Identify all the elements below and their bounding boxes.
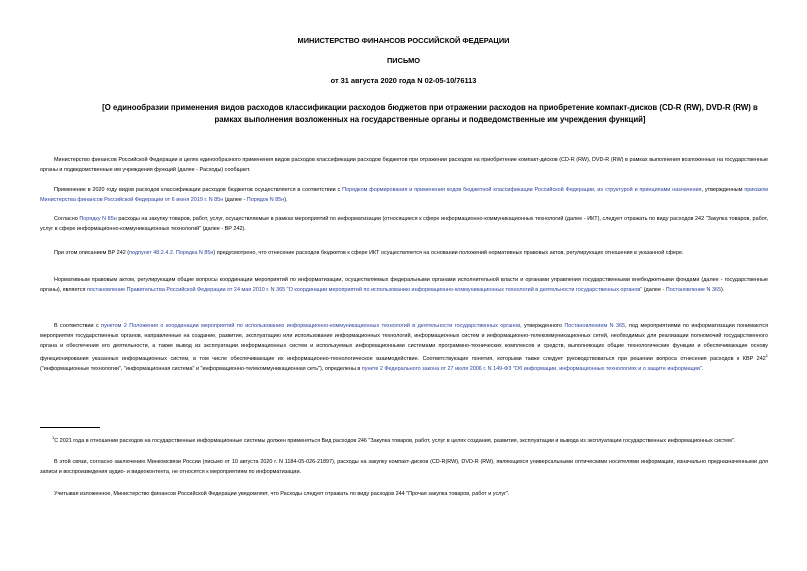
link-podpunkt-48[interactable]: подпункт 48.2.4.2. Порядка N 85н (129, 250, 214, 256)
footnote-text: С 2021 года в отношении расходов на государственные информационные системы должен применяться Вид расходов 246 "Закупка товаров, работ, услуг в целях создания, развития, эксплуатации и вывода из эксплуатации государственных информационных систем". (54, 437, 736, 444)
text: (далее - (223, 197, 247, 203)
link-poryadok-85n[interactable]: Порядку N 85н (79, 216, 117, 222)
text: ). (284, 197, 288, 203)
link-149-fz[interactable]: пункте 2 Федерального закона от 27 июля 2006 г. N 149-ФЗ "Об информации, информационных технологиях и о защите информации" (361, 365, 702, 372)
text: Применение в 2020 году видов расходов классификации расходов бюджетов осуществляется в соответствии с (54, 187, 343, 193)
link-punkt-2-polozheniya[interactable]: пунктом 2 Положения о координации мероприятий по использованию информационно-коммуникационных технологий в деятельности государственных органов (101, 323, 521, 329)
text: , под мероприятиями по информатизации понимаются мероприятия государственных органов, направленные на создание, развитие, эксплуатацию или использование информационных технологий, информационных систем и информационно-телекоммуникационных сетей, необходимых для реализации полномочий государственного органа и обеспечения его деятельности, а также вывод из эксплуатации информационных систем и используемых информационными системами программно-технических комплексов и средств, выполняющих общие технологические функции и обеспечивающие основу функционирования указанных информационных систем, в том числе обеспечивающие их информационно-технологическое взаимодействие. Соответствующие понятия, которыми также следует руководствоваться при решении вопроса отнесения расходов к КВР 242 (40, 323, 769, 362)
footnote (40, 433, 768, 446)
footnote-divider (40, 427, 100, 428)
paragraph-2 (40, 185, 768, 205)
footnote-marker: 1 (765, 353, 768, 358)
ministry-title: МИНИСТЕРСТВО ФИНАНСОВ РОССИЙСКОЙ ФЕДЕРАЦИИ (297, 36, 510, 45)
text: ). (720, 287, 725, 293)
text: расходы на закупку товаров, работ, услуг, осуществляемые в рамках мероприятий по информатизации (относящиеся к сфере информационно-коммуникационных технологий (далее - ИКТ), следует отражать по виду расходов 242 "Закупка товаров, работ, услуг в сфере информационно-коммуникационных технологий" (далее - ВР 242). (40, 216, 769, 232)
link-prikaz-85n[interactable]: приказом Министерства финансов Российской Федерации от 6 июня 2019 г. N 85н (40, 187, 768, 203)
paragraph-5 (40, 275, 768, 295)
link-postanovlenie-365[interactable]: Постановлением N 365 (564, 323, 626, 329)
text: При этом описанием ВР 242 ( (54, 250, 130, 256)
link-poryadok-kbk[interactable]: Порядком формирования и применения кодов бюджетной классификации Российской Федерации, их структурой и принципами назначения (342, 187, 702, 193)
text: (далее - (642, 287, 666, 293)
link-postanovlenie-365-short[interactable]: Постановление N 365 (665, 287, 721, 293)
paragraph-8: Учитывая изложенное, Министерство финансов Российской Федерации уведомляет, что Расходы следует отражать по виду расходов 244 "Прочая закупка товаров, работ и услуг". (54, 491, 510, 497)
paragraph-3 (40, 214, 768, 234)
footnote-marker: 1 (52, 435, 55, 440)
link-postanovlenie-365[interactable]: постановление Правительства Российской Федерации от 24 мая 2010 г. N 365 "О координации мероприятий по использованию информационно-коммуникационных технологий в деятельности государственных органов" (86, 287, 643, 293)
link-poryadok-85n[interactable]: Порядок N 85н (246, 197, 285, 203)
text: Согласно (54, 216, 80, 222)
paragraph-1: Министерство финансов Российской Федерации в целях единообразного применения видов расходов классификации расходов бюджетов при отражении расходов на приобретение компакт-дисков (CD-R (RW), DVD-R (RW) в рамках выполнения возложенных на государственные органы и подведомственные им учреждения функций (далее - Расходы) сообщает. (40, 157, 768, 173)
text: В соответствии с (54, 323, 102, 329)
text: . (701, 365, 704, 372)
paragraph-7: В этой связи, согласно заключению Минкомсвязи России (письмо от 10 августа 2020 г. N 1184-05-026-21897), расходы на закупку компакт-дисков (CD-R(RW), DVD-R (RW), являющихся универсальными оптическими носителями информации, изначально предназначенными для записи и воспроизведения аудио- и видеоконтента, не относятся к мероприятиям по информатизации. (40, 459, 768, 475)
text: , утвержденного (520, 323, 565, 329)
text: , утвержденным (701, 187, 745, 193)
doc-date-number: от 31 августа 2020 года N 02-05-10/76113 (330, 76, 477, 85)
doc-type: ПИСЬМО (387, 56, 420, 65)
text: Нормативным правовым актом, регулирующим общие вопросы координации мероприятий по информатизации, осуществляемых федеральными органами исполнительной власти и органами управления государственными внебюджетными фондами (далее - государственные органы), является (40, 277, 768, 293)
doc-subject: [О единообразии применения видов расходов классификации расходов бюджетов при отражении расходов на приобретение компакт-дисков (CD-R (RW), DVD-R (RW) в рамках выполнения возложенных на государственные органы и подведомственные им учреждения функций] (102, 103, 758, 124)
paragraph-6 (40, 321, 768, 374)
text: ("информационные технологии", "информационная система" и "информационно-телекоммуникационная сеть"), определены в (40, 365, 362, 372)
text: ) предусмотрено, что отнесение расходов бюджетов к сфере ИКТ осуществляется на основании положений нормативных правовых актов, регулирующих отношения в указанной сфере. (213, 250, 684, 256)
paragraph-4 (40, 248, 768, 258)
